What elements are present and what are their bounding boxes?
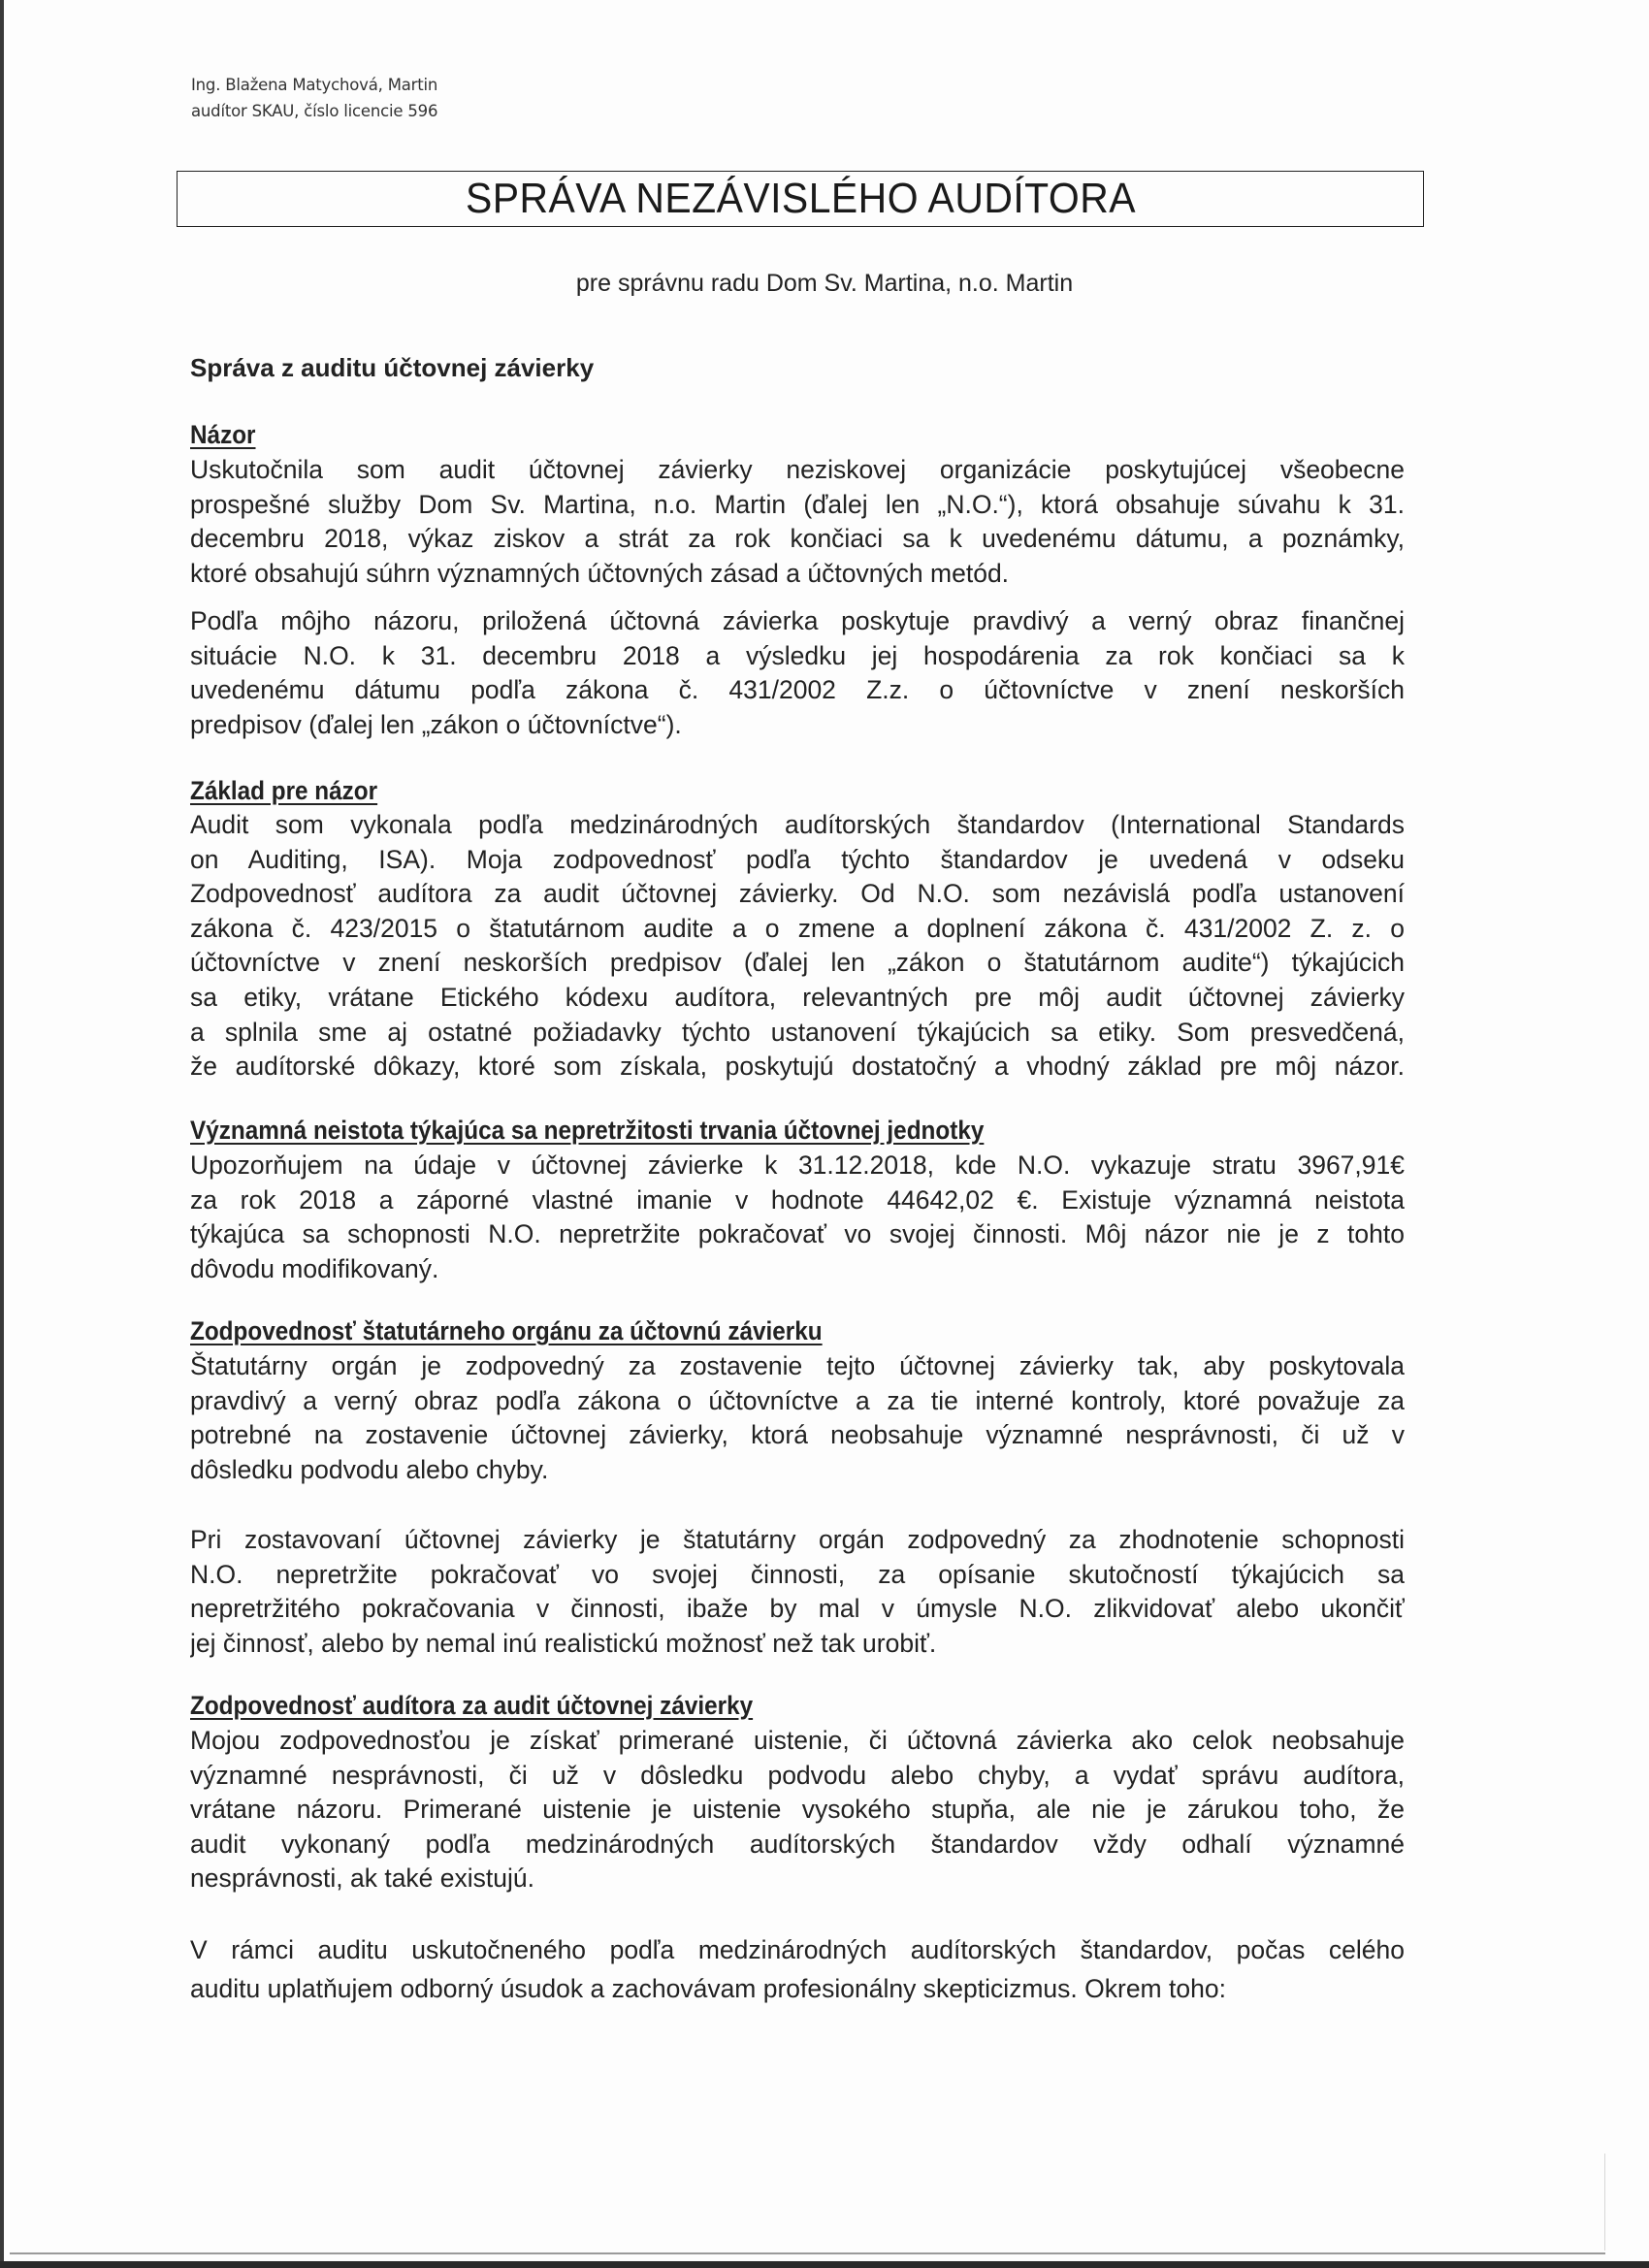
- text-line: významné nesprávnosti, či už v dôsledku podvodu alebo chyby, a vydať správu audítora,: [190, 1760, 1405, 1790]
- text-line: decembru 2018, výkaz ziskov a strát za rok končiaci sa k uvedenému dátumu, a poznámky,: [190, 524, 1405, 554]
- text-line: on Auditing, ISA). Moja zodpovednosť podľa týchto štandardov je uvedená v odseku: [190, 844, 1405, 874]
- text-line: auditu uplatňujem odborný úsudok a zachovávam profesionálny skepticizmus. Okrem toho:: [190, 1974, 1226, 2003]
- text-line: nesprávnosti, ak také existujú.: [190, 1863, 534, 1894]
- text-line: Upozorňujem na údaje v účtovnej závierke k 31.12.2018, kde N.O. vykazuje stratu 3967,91€: [190, 1150, 1405, 1180]
- text-line: dôsledku podvodu alebo chyby.: [190, 1454, 549, 1484]
- text-line: V rámci auditu uskutočneného podľa medzinárodných audítorských štandardov, počas celého: [190, 1935, 1405, 1964]
- paragraph-management-2: [190, 1523, 1405, 1661]
- text-line: účtovníctve v znení neskorších predpisov (ďalej len „zákon o štatutárnom audite“) týkajúcich: [190, 948, 1405, 978]
- text-line: Audit som vykonala podľa medzinárodných audítorských štandardov (International Standards: [190, 810, 1405, 839]
- text-line: ktoré obsahujú súhrn významných účtovných zásad a účtovných metód.: [190, 558, 1010, 588]
- text-line: predpisov (ďalej len „zákon o účtovníctve“).: [190, 709, 682, 739]
- text-line: Uskutočnila som audit účtovnej závierky neziskovej organizácie poskytujúcej všeobecne: [190, 455, 1405, 484]
- text-line: pravdivý a verný obraz podľa zákona o účtovníctve a za tie interné kontroly, ktoré považuje za: [190, 1385, 1405, 1415]
- text-line: N.O. nepretržite pokračovať vo svojej činnosti, za opísanie skutočností týkajúcich sa: [190, 1559, 1405, 1589]
- text-line: audit vykonaný podľa medzinárodných audítorských štandardov vždy odhalí významné: [190, 1829, 1405, 1859]
- paragraph-auditor-2: [190, 1930, 1405, 2008]
- section-heading-going-concern: Významná neistota týkajúca sa nepretržitosti trvania účtovnej jednotky: [190, 1116, 985, 1145]
- text-line: situácie N.O. k 31. decembru 2018 a výsledku jej hospodárenia za rok končiaci sa k: [190, 640, 1405, 670]
- paragraph-opinion-2: [190, 604, 1405, 742]
- text-line: Mojou zodpovednosťou je získať primerané uistenie, či účtovná závierka ako celok neobsahuje: [190, 1726, 1405, 1755]
- section-heading-basis: Základ pre názor: [190, 776, 378, 805]
- paragraph-auditor-1: [190, 1724, 1405, 1896]
- auditor-name: Ing. Blažena Matychová, Martin: [191, 76, 438, 94]
- text-line: potrebné na zostavenie účtovnej závierky, ktorá neobsahuje významné nesprávnosti, či už v: [190, 1420, 1405, 1450]
- text-line: prospešné služby Dom Sv. Martina, n.o. Martin (ďalej len „N.O.“), ktorá obsahuje súvahu k 31.: [190, 489, 1405, 519]
- section-heading-opinion: Názor: [190, 420, 256, 449]
- scan-artifact-line: [1604, 2154, 1605, 2251]
- text-line: Pri zostavovaní účtovnej závierky je štatutárny orgán zodpovedný za zhodnotenie schopnosti: [190, 1525, 1405, 1554]
- auditor-license: audítor SKAU, číslo licencie 596: [191, 102, 438, 120]
- section-heading-management-responsibility: Zodpovednosť štatutárneho orgánu za účtovnú závierku: [190, 1316, 823, 1345]
- text-line: a splnila sme aj ostatné požiadavky týchto ustanovení týkajúcich sa etiky. Som presvedčená,: [190, 1017, 1405, 1047]
- paragraph-going-concern: [190, 1149, 1405, 1286]
- report-heading: Správa z auditu účtovnej závierky: [190, 353, 595, 382]
- text-line: že audítorské dôkazy, ktoré som získala, poskytujú dostatočný a vhodný základ pre môj názor.: [190, 1052, 1405, 1082]
- scan-edge-bottom: [0, 2261, 1649, 2268]
- text-line: dôvodu modifikovaný.: [190, 1253, 439, 1283]
- scan-edge-left: [0, 0, 4, 2268]
- text-line: Podľa môjho názoru, priložená účtovná závierka poskytuje pravdivý a verný obraz finančnej: [190, 606, 1405, 635]
- text-line: Zodpovednosť audítora za audit účtovnej závierky. Od N.O. som nezávislá podľa ustanovení: [190, 879, 1405, 909]
- text-line: vrátane názoru. Primerané uistenie je uistenie vysokého stupňa, ale nie je zárukou toho, že: [190, 1795, 1405, 1825]
- title-box: [177, 171, 1424, 227]
- text-line: za rok 2018 a záporné vlastné imanie v hodnote 44642,02 €. Existuje významná neistota: [190, 1184, 1405, 1215]
- text-line: nepretržitého pokračovania v činnosti, ibaže by mal v úmysle N.O. zlikvidovať alebo ukončiť: [190, 1594, 1405, 1624]
- text-line: Štatutárny orgán je zodpovedný za zostavenie tejto účtovnej závierky tak, aby poskytovala: [190, 1351, 1405, 1380]
- text-line: jej činnosť, alebo by nemal inú realistickú možnosť než tak urobiť.: [190, 1628, 937, 1658]
- paragraph-management-1: [190, 1349, 1405, 1487]
- text-line: sa etiky, vrátane Etického kódexu audítora, relevantných pre môj audit účtovnej závierky: [190, 982, 1405, 1012]
- text-line: týkajúca sa schopnosti N.O. nepretržite pokračovať vo svojej činnosti. Môj názor nie je z tohto: [190, 1219, 1405, 1249]
- text-line: zákona č. 423/2015 o štatutárnom audite a o zmene a doplnení zákona č. 431/2002 Z. z. o: [190, 913, 1405, 943]
- section-heading-auditor-responsibility: Zodpovednosť audítora za audit účtovnej závierky: [190, 1691, 754, 1720]
- paragraph-basis: [190, 808, 1405, 1085]
- paragraph-opinion-1: [190, 453, 1405, 591]
- addressee: pre správnu radu Dom Sv. Martina, n.o. Martin: [575, 270, 1074, 297]
- text-line: uvedenému dátumu podľa zákona č. 431/2002 Z.z. o účtovníctve v znení neskorších: [190, 675, 1405, 705]
- page-title: SPRÁVA NEZÁVISLÉHO AUDÍTORA: [465, 175, 1136, 222]
- scan-page-edge: [10, 2252, 1605, 2254]
